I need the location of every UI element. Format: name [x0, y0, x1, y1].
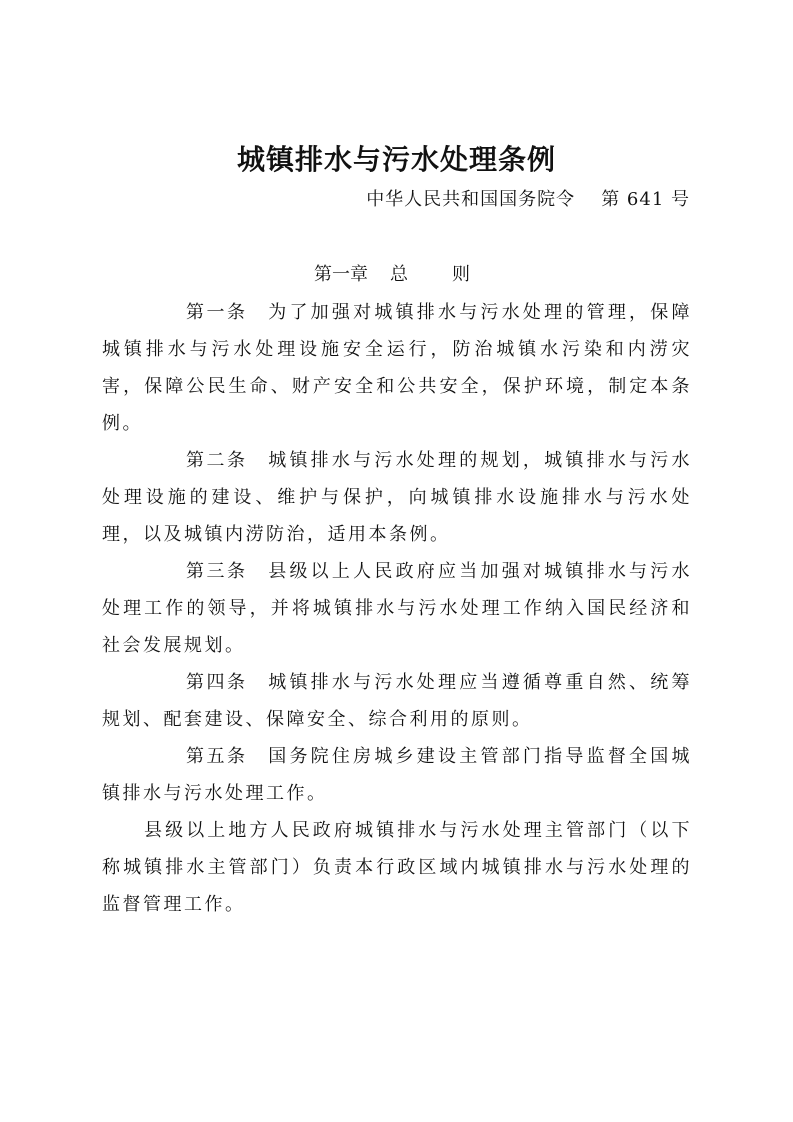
chapter-heading: [314, 258, 470, 292]
article-paragraph: [102, 664, 692, 738]
document-title: 城镇排水与污水处理条例: [236, 143, 556, 176]
article-label: 第一条: [186, 302, 248, 323]
chapter-number: 第一章: [314, 264, 368, 285]
article-text: 县级以上地方人民政府城镇排水与污水处理主管部门（以下称城镇排水主管部门）负责本行政区域内城镇排水与污水处理的监督管理工作。: [102, 820, 692, 915]
article-paragraph: [102, 553, 692, 664]
chapter-name-part2: 则: [452, 264, 470, 285]
article-text: 为了加强对城镇排水与污水处理的管理，保障城镇排水与污水处理设施安全运行，防治城镇水污染和内涝灾害，保障公民生命、财产安全和公共安全，保护环境，制定本条例。: [102, 302, 692, 434]
article-text: 城镇排水与污水处理的规划，城镇排水与污水处理设施的建设、维护与保护，向城镇排水设施排水与污水处理，以及城镇内涝防治，适用本条例。: [102, 450, 692, 545]
article-paragraph: [102, 738, 692, 812]
decree-line: [366, 183, 690, 217]
article-text: 县级以上人民政府应当加强对城镇排水与污水处理工作的领导，并将城镇排水与污水处理工作纳入国民经济和社会发展规划。: [102, 561, 692, 656]
decree-issuer: 中华人民共和国国务院令: [366, 189, 576, 210]
article-text: 城镇排水与污水处理应当遵循尊重自然、统筹规划、配套建设、保障安全、综合利用的原则。: [102, 672, 692, 730]
decree-number: 第 641 号: [601, 189, 690, 210]
article-label: 第二条: [186, 450, 248, 471]
article-label: 第四条: [186, 672, 248, 693]
article-paragraph: [102, 442, 692, 553]
article-label: 第三条: [186, 561, 248, 582]
chapter-name-part1: 总: [390, 264, 408, 285]
article-paragraph: [102, 294, 692, 442]
article-label: 第五条: [186, 746, 248, 767]
article-text: 国务院住房城乡建设主管部门指导监督全国城镇排水与污水处理工作。: [102, 746, 692, 804]
articles-body: [102, 294, 692, 923]
article-paragraph: [102, 812, 692, 923]
